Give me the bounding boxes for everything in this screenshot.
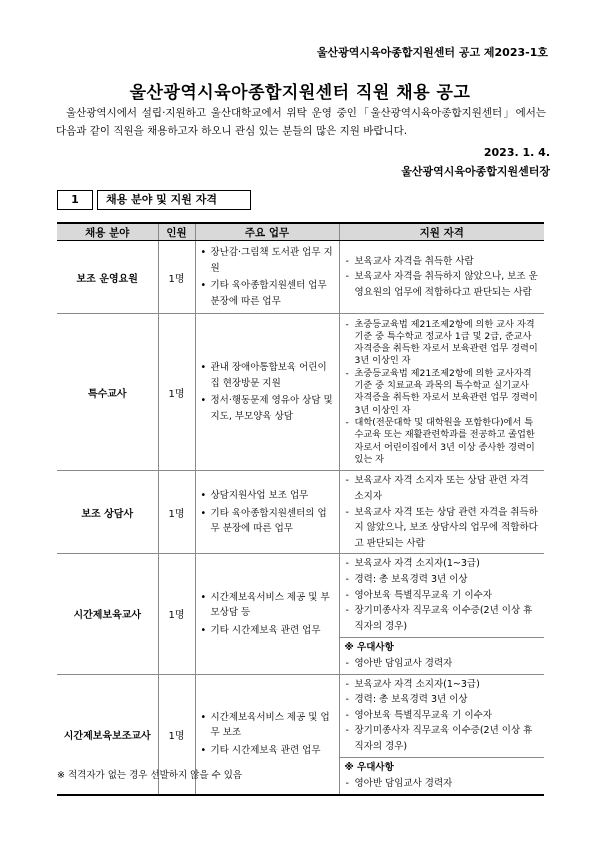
header-role: 채용 분야: [57, 223, 158, 241]
table-row: [57, 241, 544, 314]
preference-label: ※ 우대사항: [344, 642, 394, 654]
preference-block: [340, 637, 545, 671]
page-title: 울산광역시육아종합지원센터 직원 채용 공고: [129, 83, 471, 103]
qualification-item: - 경력: 총 보육경력 3년 이상: [345, 692, 540, 708]
signer: 울산광역시육아종합지원센터장: [401, 165, 550, 178]
qualifications-cell: [339, 241, 544, 314]
qualification-item: - 초중등교육법 제21조제2항에 의한 교사 자격 기준 중 특수학교 정교사 1급 및 2급, 준교사 자격증을 취득한 자로서 보육관련 업무 경력이 3년 이상인 자: [345, 319, 540, 368]
duty-item: • 기타 육아종합지원센터의 업무 분장에 따른 업무: [201, 506, 334, 537]
role-cell: 보조 상담사: [57, 471, 158, 554]
qualification-item: - 장기미종사자 직무교육 이수증(2년 이상 휴직자의 경우): [345, 723, 540, 754]
role-cell: 특수교사: [57, 314, 158, 471]
count-cell: 1명: [158, 471, 195, 554]
duty-item: • 기타 육아종합지원센터 업무 분장에 따른 업무: [201, 278, 334, 309]
qualification-item: - 영아보육 특별직무교육 기 이수자: [345, 708, 540, 724]
role-cell: 시간제보육보조교사: [57, 674, 158, 795]
duties-cell: [195, 241, 339, 314]
notice-date: 2023. 1. 4.: [483, 146, 550, 159]
preference-item: - 영아반 담임교사 경력자: [345, 776, 540, 792]
preference-item: - 영아반 담임교사 경력자: [345, 656, 540, 672]
table-row: [57, 314, 544, 471]
section-title: 채용 분야 및 지원 자격: [97, 190, 251, 210]
header-count: 인원: [158, 223, 195, 241]
duty-item: • 상담지원사업 보조 업무: [201, 488, 334, 504]
section-heading: [57, 190, 251, 210]
header-qualifications: 지원 자격: [339, 223, 544, 241]
duty-item: • 시간제보육서비스 제공 및 부모상담 등: [201, 590, 334, 621]
header-duties: 주요 업무: [195, 223, 339, 241]
qualification-item: - 보육교사 자격 또는 상담 관련 자격을 취득하지 않았으나, 보조 상담사의 업무에 적합하다고 판단되는 사람: [345, 505, 540, 552]
duty-item: • 정서·행동문제 영유아 상담 및 지도, 부모양육 상담: [201, 393, 334, 424]
recruitment-table: [57, 222, 544, 796]
section-number: 1: [57, 190, 93, 210]
notice-number: 울산광역시육아종합지원센터 공고 제2023-1호: [316, 46, 548, 59]
duties-cell: [195, 471, 339, 554]
role-cell: 시간제보육교사: [57, 554, 158, 674]
qualification-item: - 초중등교육법 제21조제2항에 의한 교사자격 기준 중 치료교육 과목의 특수학교 실기교사 자격증을 취득한 자로서 보육관련 업무 경력이 3년 이상인 자: [345, 368, 540, 417]
table-row: [57, 554, 544, 674]
qualification-item: - 대학(전문대학 및 대학원을 포함한다)에서 특수교육 또는 재활관련학과를 전공하고 졸업한 자로서 어린이집에서 3년 이상 종사한 경력이 있는 자: [345, 417, 540, 466]
qualification-item: - 보육교사 자격 소지자 또는 상담 관련 자격 소지자: [345, 473, 540, 504]
table-header-row: [57, 223, 544, 241]
qualification-item: - 장기미종사자 직무교육 이수증(2년 이상 휴직자의 경우): [345, 603, 540, 634]
qualification-item: - 영아보육 특별직무교육 기 이수자: [345, 588, 540, 604]
qualification-item: - 경력: 총 보육경력 3년 이상: [345, 572, 540, 588]
duties-cell: [195, 554, 339, 674]
footnote: ※ 적격자가 없는 경우 선발하지 않을 수 있음: [57, 770, 243, 781]
preference-block: [340, 757, 545, 791]
count-cell: 1명: [158, 554, 195, 674]
count-cell: 1명: [158, 241, 195, 314]
qualification-item: - 보육교사 자격 소지자(1~3급): [345, 556, 540, 572]
preference-label: ※ 우대사항: [344, 762, 394, 774]
qualification-item: - 보육교사 자격을 취득하지 않았으나, 보조 운영요원의 업무에 적합하다고 판단되는 사람: [345, 269, 540, 300]
qualifications-cell: [339, 471, 544, 554]
qualifications-cell: [339, 554, 544, 674]
qualification-item: - 보육교사 자격을 취득한 사람: [345, 254, 540, 270]
role-cell: 보조 운영요원: [57, 241, 158, 314]
duty-item: • 관내 장애아통합보육 어린이집 현장방문 지원: [201, 360, 334, 391]
qualification-item: - 보육교사 자격 소지자(1~3급): [345, 677, 540, 693]
duty-item: • 기타 시간제보육 관련 업무: [201, 743, 334, 759]
count-cell: 1명: [158, 674, 195, 795]
intro-paragraph: 울산광역시에서 설립·지원하고 울산대학교에서 위탁 운영 중인「울산광역시육아종합지원센터」에서는 다음과 같이 직원을 채용하고자 하오니 관심 있는 분들의 많은 지원 바랍니다.: [56, 107, 546, 137]
duty-item: • 장난감·그림책 도서관 업무 지원: [201, 245, 334, 276]
duty-item: • 시간제보육서비스 제공 및 업무 보조: [201, 710, 334, 741]
table-row: [57, 471, 544, 554]
count-cell: 1명: [158, 314, 195, 471]
duty-item: • 기타 시간제보육 관련 업무: [201, 623, 334, 639]
qualifications-cell: [339, 674, 544, 795]
duties-cell: [195, 314, 339, 471]
qualifications-cell: [339, 314, 544, 471]
